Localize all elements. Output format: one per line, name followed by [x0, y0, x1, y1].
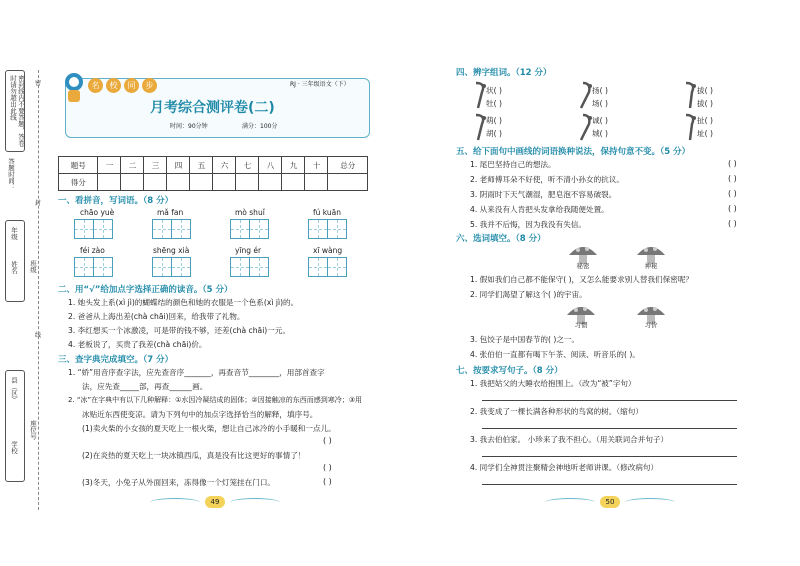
pinyin-label: yīng ér [235, 246, 262, 255]
seal-mark-1: 密 [35, 80, 42, 87]
word-pair: 拔( ) [697, 86, 713, 95]
answer-line[interactable] [482, 484, 737, 485]
s6-item: 4. 张伯伯一直都有喝下午茶、阅读、听音乐的( )。 [470, 350, 640, 359]
score-header-cell: 五 [190, 157, 213, 174]
section-3-title: 三、查字典完成填空。（7 分） [58, 355, 174, 365]
score-cell[interactable] [236, 174, 259, 191]
score-header-cell: 九 [282, 157, 305, 174]
score-header-cell: 总分 [328, 157, 368, 174]
score-header-cell: 三 [144, 157, 167, 174]
s5-item: 3. 阴雨时下天气潮湿，肥皂泡不容易破裂。 [470, 190, 617, 199]
answer-paren[interactable]: ( ) [323, 436, 332, 445]
school-label: 学校 [10, 441, 18, 454]
pinyin-label: xī wàng [313, 246, 343, 255]
char-grid[interactable] [308, 219, 347, 239]
answer-paren[interactable]: ( ) [728, 219, 737, 228]
page-number-left: 49 [205, 496, 225, 508]
word-pair: 拔( ) [697, 99, 713, 108]
score-header-cell: 七 [236, 157, 259, 174]
district-label: 县（区） [10, 377, 18, 403]
section-1-title: 一、看拼音，写词语。（8 分） [58, 196, 174, 206]
brand-logo [88, 73, 160, 93]
score-header-cell: 二 [121, 157, 144, 174]
answer-line[interactable] [482, 400, 737, 401]
section-4-title: 四、辨字组词。（12 分） [456, 68, 552, 78]
char-grid[interactable] [152, 219, 191, 239]
section-2-title: 二、用“√”给加点字选择正确的读音。（5 分） [58, 285, 233, 295]
answer-time-label: 答题时间： [7, 158, 15, 191]
s7-item: 2. 我变成了一棵长满各种形状的鸟窝的树。（缩句） [470, 407, 643, 416]
word-pair: 诚( ) [592, 116, 608, 125]
name-label: 姓名 [10, 261, 18, 274]
section-5-title: 五、给下面句中画线的词语换种说法，保持句意不变。（5 分） [456, 147, 691, 157]
answer-line[interactable] [482, 456, 737, 457]
brand-char-1: 名 [88, 78, 103, 93]
footer-wave-icon [150, 498, 200, 507]
char-grid[interactable] [230, 219, 269, 239]
score-header-cell: 题号 [59, 157, 98, 174]
brand-char-2: 校 [106, 78, 121, 93]
score-cell[interactable] [282, 174, 305, 191]
char-grid[interactable] [308, 257, 347, 277]
name-box [5, 220, 25, 302]
brand-char-4: 步 [142, 78, 157, 93]
s7-item: 4. 同学们全神贯注聚精会神地听老师讲课。（修改病句） [470, 463, 659, 472]
word-option: 秘密 [576, 262, 590, 270]
word-option: 习价 [644, 321, 658, 329]
pinyin-label: shēng xià [153, 246, 190, 255]
s7-item: 1. 我把姑父的大睡衣给抱围上。（改为“被”字句） [470, 379, 636, 388]
seal-mark-2: 封 [35, 200, 42, 207]
answer-paren[interactable]: ( ) [728, 174, 737, 183]
pinyin-label: mò shuǐ [235, 208, 265, 217]
school-box [5, 370, 25, 482]
pinyin-label: mǎ fan [157, 208, 184, 217]
char-grid[interactable] [230, 257, 269, 277]
char-grid[interactable] [152, 257, 191, 277]
s6-item: 3. 包饺子是中国春节的( )之一。 [470, 335, 580, 344]
score-cell[interactable] [328, 174, 368, 191]
answer-paren[interactable]: ( ) [323, 477, 332, 486]
word-pair: 扬( ) [592, 86, 608, 95]
seat-label: 座位号 [29, 420, 37, 440]
s2-item: 1. 她头发上系(xì jì)的蝴蝶结的颜色和她的衣服是一个色系(xì jì)的。 [68, 298, 299, 307]
word-option: 神秘 [644, 262, 658, 270]
score-cell[interactable] [121, 174, 144, 191]
score-header-row [59, 157, 368, 174]
word-pair: 牡( ) [486, 99, 502, 108]
footer-wave-icon [230, 498, 280, 507]
word-pair: 萌( ) [486, 116, 502, 125]
score-header-cell: 八 [259, 157, 282, 174]
score-table [58, 156, 368, 191]
answer-paren[interactable]: ( ) [728, 204, 737, 213]
s2-item: 3. 李红想买一个冰激凌，可是带的钱不够，还差(chà chāi)一元。 [68, 326, 291, 335]
section-7-title: 七、按要求写句子。（8 分） [456, 366, 563, 376]
score-cell[interactable] [190, 174, 213, 191]
pinyin-label: fú kuān [313, 208, 341, 217]
word-pair: 状( ) [486, 86, 502, 95]
answer-paren[interactable]: ( ) [323, 463, 332, 472]
kid-mascot-icon [60, 70, 88, 104]
s3-q1-line1: 1. “娇”用音序查字法，应先查音序_______，再查音节________，用部首查字 [68, 368, 325, 377]
s3-q2-line2: 冰贴近东西使变凉。请为下列句中的加点字选择恰当的解释，填序号。 [82, 410, 318, 419]
s3-sub-2: (2)在炎热的夏天吃上一块冰镇西瓜，真是没有比这更好的事情了！ [82, 451, 306, 460]
time-limit: 时间：90分钟 [170, 123, 208, 130]
pinyin-label: féi zào [80, 246, 105, 255]
s3-q1-line2: 法，应先查_____部，再查______画。 [82, 382, 208, 391]
score-header-cell: 四 [167, 157, 190, 174]
class-label: 班级 [29, 260, 37, 273]
word-pair: 场( ) [592, 99, 608, 108]
exam-title: 月考综合测评卷(二) [150, 100, 275, 116]
char-grid[interactable] [74, 219, 113, 239]
s5-item: 4. 从来没有人肯把头发拿给我随便处置。 [470, 205, 609, 214]
score-cell[interactable] [98, 174, 121, 191]
s3-sub-3: (3)冬天，小兔子从外面回来，冻得像一个灯笼挂在门口。 [82, 478, 276, 487]
word-pair: 城( ) [592, 129, 608, 138]
series-label: RJ · 三年级语文（下） [290, 81, 350, 88]
footer-wave-icon [545, 498, 595, 507]
seal-mark-3: 线 [35, 332, 42, 339]
score-cell[interactable] [213, 174, 236, 191]
cut-line [38, 70, 39, 510]
score-cell[interactable] [144, 174, 167, 191]
word-pair: 胡( ) [486, 129, 502, 138]
char-grid[interactable] [74, 257, 113, 277]
pinyin-label: chāo yuè [80, 208, 115, 217]
s5-item: 2. 老师傅耳朵不好使，听不清小孙女的抗议。 [470, 175, 624, 184]
s5-item: 1. 尾巴坚持自己的想法。 [470, 160, 556, 169]
full-score: 满分：100分 [242, 123, 278, 130]
s6-item: 2. 同学们渴望了解这个( )的宇宙。 [470, 290, 587, 299]
s6-item: 1. 假如我们自己都不能保守( )，又怎么能要求别人替我们保密呢？ [470, 275, 694, 284]
s2-item: 2. 爸爸从上海出差(chà chāi)回来，给我带了礼物。 [68, 312, 245, 321]
word-pair: 扯( ) [697, 116, 713, 125]
score-header-cell: 一 [98, 157, 121, 174]
word-pair: 址( ) [697, 129, 713, 138]
score-cell[interactable] [167, 174, 190, 191]
brand-char-3: 同 [124, 78, 139, 93]
score-row-label: 得分 [59, 174, 98, 191]
s3-q2-line1: 2. “冰”在字典中有以下几种解释：①水因冷凝结成的固体；②因接触凉的东西而感到寒冷；③用 [68, 396, 362, 404]
score-cell[interactable] [259, 174, 282, 191]
footer-wave-icon [625, 498, 675, 507]
s3-sub-1: (1)卖火柴的小女孩的夏天吃上一根火柴，想让自己冰冷的小手暖和一点儿。 [82, 424, 336, 433]
score-header-cell: 十 [305, 157, 328, 174]
answer-paren[interactable]: ( ) [728, 189, 737, 198]
s2-item: 4. 老板说了，买贵了我差(chà chāi)价。 [68, 340, 207, 349]
s7-item: 3. 我去伯伯家。 小珍来了我不担心。（用关联词合并句子） [470, 435, 669, 444]
binding-notice: 密封线内不要答题，答卷时请勿超出此线 [9, 75, 25, 147]
binding-notice-box [5, 70, 25, 152]
score-header-cell: 六 [213, 157, 236, 174]
section-6-title: 六、选词填空。（8 分） [456, 234, 546, 244]
page-number-right: 50 [600, 496, 620, 508]
answer-paren[interactable]: ( ) [728, 159, 737, 168]
grade-label: 年级 [10, 227, 18, 240]
answer-line[interactable] [482, 428, 737, 429]
s5-item: 5. 我并不后悔，因为我没有失信。 [470, 220, 586, 229]
binding-strip [5, 70, 43, 510]
score-value-row [59, 174, 368, 191]
score-cell[interactable] [305, 174, 328, 191]
word-option: 习惯 [574, 321, 588, 329]
